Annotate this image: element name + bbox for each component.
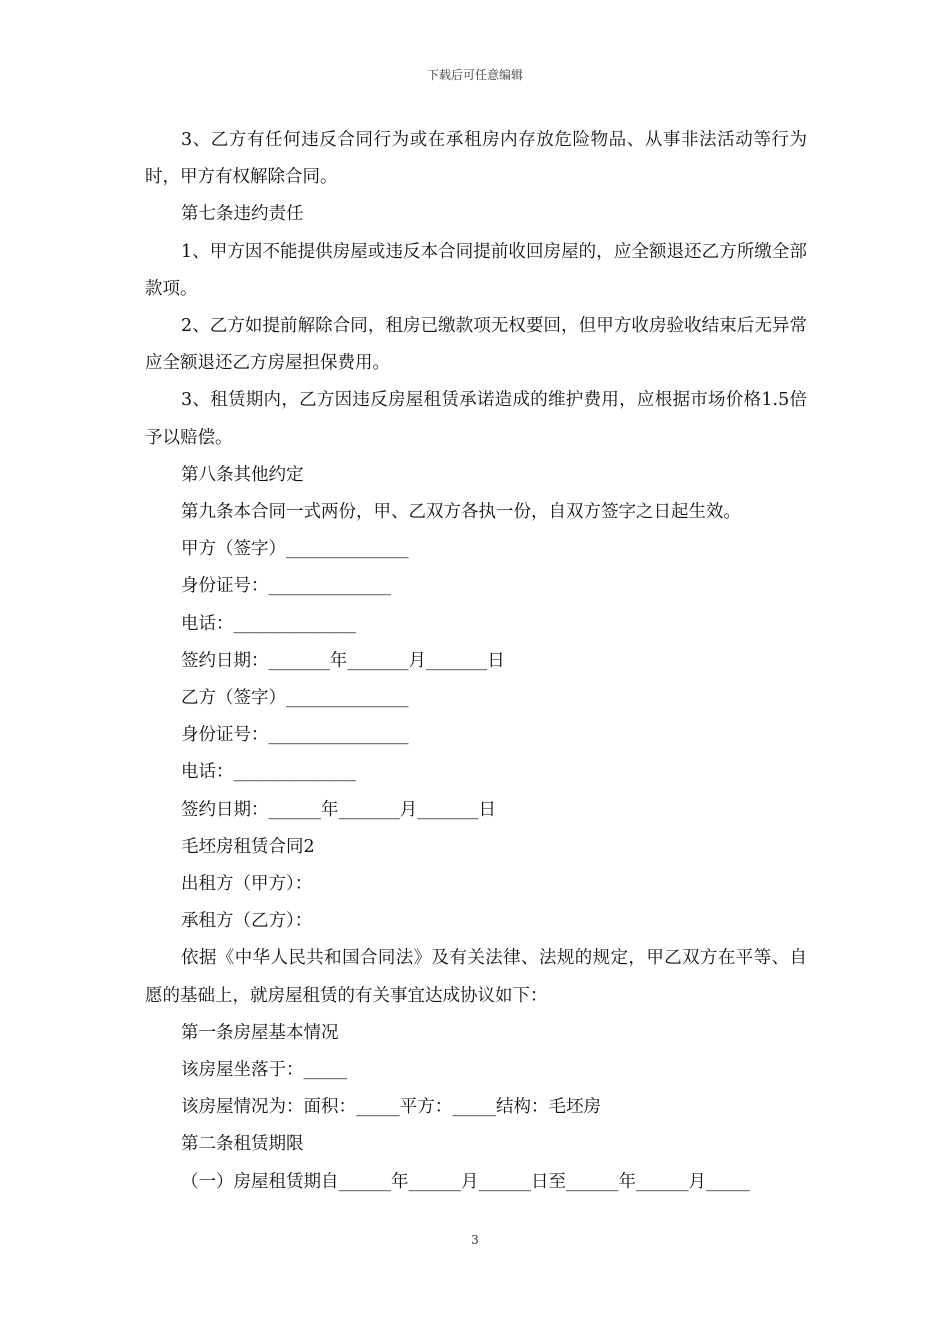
party-a-id-line: 身份证号：______________ bbox=[181, 576, 391, 597]
liability-clause-2: 2、乙方如提前解除合同，租房已缴款项无权要回，但甲方收房验收结束后无异常应全额退还乙方房屋担保费用。 bbox=[145, 316, 807, 374]
article-8-heading: 第八条其他约定 bbox=[181, 464, 304, 485]
clause-termination-3: 3、乙方有任何违反合同行为或在承租房内存放危险物品、从事非法活动等行为时，甲方有权解除合同。 bbox=[145, 130, 807, 188]
article-2-heading: 第二条租赁期限 bbox=[181, 1134, 304, 1155]
article-9-text: 第九条本合同一式两份，甲、乙双方各执一份，自双方签字之日起生效。 bbox=[181, 502, 741, 523]
party-b-date-line: 签约日期：______年_______月_______日 bbox=[181, 799, 496, 820]
page-header: 下载后可任意编辑 bbox=[426, 68, 523, 82]
property-location-line: 该房屋坐落于：_____ bbox=[181, 1060, 348, 1081]
party-b-signature-line: 乙方（签字）______________ bbox=[181, 688, 409, 709]
article-1-heading: 第一条房屋基本情况 bbox=[181, 1022, 339, 1043]
liability-clause-3: 3、租赁期内，乙方因违反房屋租赁承诺造成的维护费用，应根据市场价格1.5倍予以赔偿。 bbox=[145, 390, 807, 448]
party-a-date-line: 签约日期：_______年_______月_______日 bbox=[181, 650, 505, 671]
lease-term-line: （一）房屋租赁期自______年______月______日至______年______月_____ bbox=[181, 1171, 750, 1192]
party-a-phone-line: 电话：______________ bbox=[181, 613, 356, 634]
party-b-phone-line: 电话：______________ bbox=[181, 762, 356, 783]
document-body bbox=[145, 122, 807, 1201]
party-b-id-line: 身份证号：________________ bbox=[181, 725, 409, 746]
article-7-heading: 第七条违约责任 bbox=[181, 204, 304, 225]
party-a-signature-line: 甲方（签字）______________ bbox=[181, 539, 409, 560]
page-number: 3 bbox=[471, 1233, 479, 1247]
preamble-text: 依据《中华人民共和国合同法》及有关法律、法规的规定，甲乙双方在平等、自愿的基础上，就房屋租赁的有关事宜达成协议如下： bbox=[145, 948, 807, 1006]
lessor-line: 出租方（甲方）： bbox=[181, 874, 313, 895]
property-condition-line: 该房屋情况为：面积：_____平方：_____结构：毛坯房 bbox=[181, 1097, 601, 1118]
liability-clause-1: 1、甲方因不能提供房屋或违反本合同提前收回房屋的，应全额退还乙方所缴全部款项。 bbox=[145, 241, 807, 299]
lessee-line: 承租方（乙方）： bbox=[181, 911, 313, 932]
contract-2-title: 毛坯房租赁合同2 bbox=[181, 836, 315, 857]
